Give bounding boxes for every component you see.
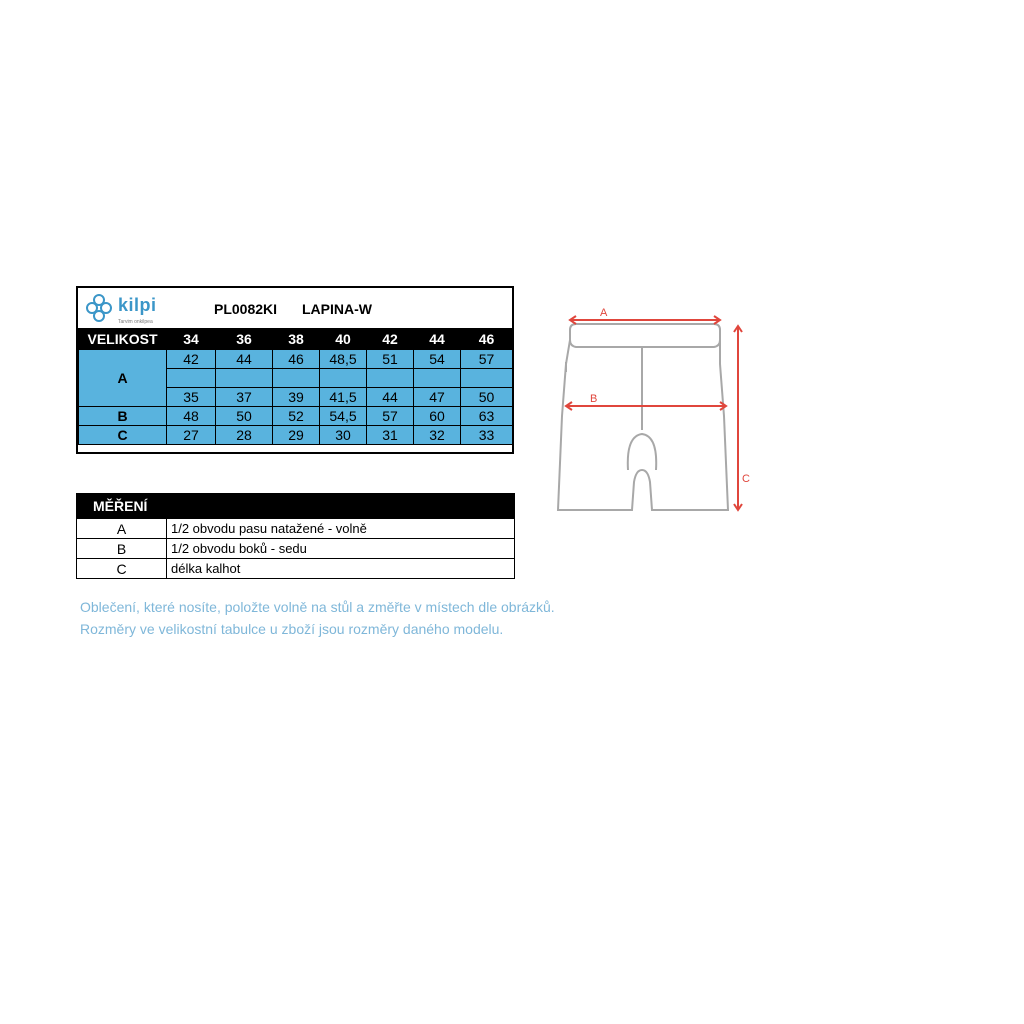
table-cell — [414, 369, 461, 388]
shorts-diagram — [548, 296, 758, 522]
table-cell: 31 — [367, 426, 414, 445]
measurement-description: délka kalhot — [167, 559, 515, 579]
table-cell: 51 — [367, 350, 414, 369]
table-cell: 54 — [414, 350, 461, 369]
table-cell — [461, 369, 513, 388]
row-label-b: B — [79, 407, 167, 426]
size-header-row — [79, 329, 513, 350]
size-header-label: VELIKOST — [79, 329, 167, 350]
table-cell: 44 — [216, 350, 273, 369]
table-cell: 35 — [167, 388, 216, 407]
table-cell: 41,5 — [320, 388, 367, 407]
table-cell — [367, 369, 414, 388]
table-row — [79, 407, 513, 426]
table-cell: 42 — [167, 350, 216, 369]
table-cell — [216, 369, 273, 388]
table-row — [79, 426, 513, 445]
table-cell: 48 — [167, 407, 216, 426]
measure-arrows — [566, 316, 742, 510]
size-header-cell: 36 — [216, 329, 273, 350]
size-header-cell: 34 — [167, 329, 216, 350]
table-cell: 47 — [414, 388, 461, 407]
table-cell: 33 — [461, 426, 513, 445]
table-cell: 54,5 — [320, 407, 367, 426]
table-cell: 44 — [367, 388, 414, 407]
table-cell: 29 — [273, 426, 320, 445]
size-header-cell: 42 — [367, 329, 414, 350]
brand-name: kilpi — [118, 295, 157, 315]
measurement-label: A — [77, 519, 167, 539]
note-line-2: Rozměry ve velikostní tabulce u zboží jsou rozměry daného modelu. — [80, 621, 504, 637]
table-row — [79, 350, 513, 369]
table-cell: 50 — [216, 407, 273, 426]
table-cell: 39 — [273, 388, 320, 407]
size-table — [76, 286, 514, 454]
table-cell — [273, 369, 320, 388]
table-cell — [167, 369, 216, 388]
table-cell: 63 — [461, 407, 513, 426]
row-label-c: C — [79, 426, 167, 445]
table-cell — [320, 369, 367, 388]
product-code: PL0082KI — [214, 301, 278, 317]
table-title-row — [78, 288, 512, 328]
table-row — [77, 559, 515, 579]
table-row — [77, 539, 515, 559]
size-header-cell: 40 — [320, 329, 367, 350]
table-cell: 57 — [367, 407, 414, 426]
table-cell: 30 — [320, 426, 367, 445]
row-label-a: A — [79, 350, 167, 407]
brand-tagline: Tarvim onkilpea — [118, 319, 153, 325]
measurement-description: 1/2 obvodu boků - sedu — [167, 539, 515, 559]
kilpi-logo-icon — [84, 292, 114, 324]
table-cell: 50 — [461, 388, 513, 407]
product-name: LAPINA-W — [302, 301, 372, 317]
table-cell: 27 — [167, 426, 216, 445]
table-cell: 46 — [273, 350, 320, 369]
measurement-header-row — [77, 494, 515, 519]
shorts-outline — [558, 324, 728, 510]
table-cell: 32 — [414, 426, 461, 445]
table-cell: 28 — [216, 426, 273, 445]
size-header-cell: 46 — [461, 329, 513, 350]
note-line-1: Oblečení, které nosíte, položte volně na stůl a změřte v místech dle obrázků. — [80, 599, 555, 615]
measurement-table — [76, 493, 514, 579]
size-header-cell: 44 — [414, 329, 461, 350]
table-cell: 60 — [414, 407, 461, 426]
measurement-header: MĚŘENÍ — [77, 494, 515, 519]
table-cell: 57 — [461, 350, 513, 369]
measurement-label: B — [77, 539, 167, 559]
diagram-label-a: A — [600, 307, 608, 319]
table-cell: 37 — [216, 388, 273, 407]
measurement-description: 1/2 obvodu pasu natažené - volně — [167, 519, 515, 539]
table-row — [77, 519, 515, 539]
size-header-cell: 38 — [273, 329, 320, 350]
diagram-label-b: B — [590, 393, 598, 405]
brand-logo — [84, 292, 170, 326]
diagram-label-c: C — [742, 473, 750, 485]
size-grid — [78, 328, 513, 445]
measurement-label: C — [77, 559, 167, 579]
table-cell: 52 — [273, 407, 320, 426]
table-cell: 48,5 — [320, 350, 367, 369]
